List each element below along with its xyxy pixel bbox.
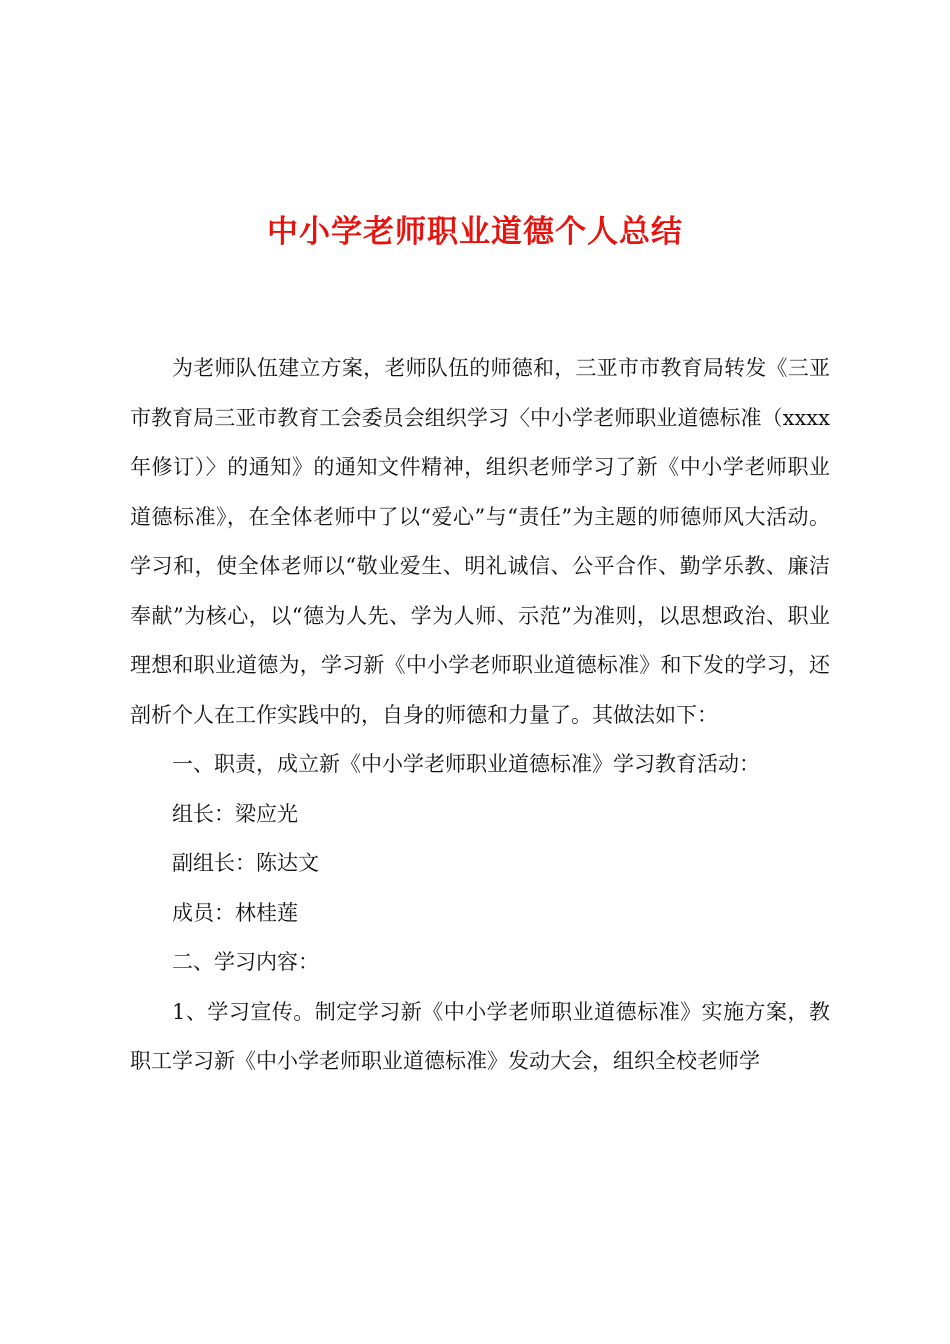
deputy-leader-line: 副组长：陈达文 [172, 851, 319, 875]
group-leader-line: 组长：梁应光 [172, 801, 298, 826]
section-heading-content: 二、学习内容： [172, 950, 319, 974]
member-line: 成员：林桂莲 [172, 900, 298, 925]
document-body [130, 344, 830, 1087]
document-title: 中小学老师职业道德个人总结 [267, 214, 683, 250]
intro-paragraph: 为老师队伍建立方案，老师队伍的师德和，三亚市市教育局转发《三亚市教育局三亚市教育工会委员会组织学习〈中小学老师职业道德标准（xxxx年修订）〉的通知》的通知文件精神，组织老师学习了新《中小学老师职业道德标准》，在全体老师中了以“爱心”与“责任”为主题的师德师风大活动。学习和，使全体老师以“敬业爱生、明礼诚信、公平合作、勤学乐教、廉洁奉献”为核心，以“德为人先、学为人师、示范”为准则，以思想政治、职业理想和职业道德为，学习新《中小学老师职业道德标准》和下发的学习，还剖析个人在工作实践中的，自身的师德和力量了。其做法如下： [130, 356, 830, 727]
section-heading-responsibility: 一、职责，成立新《中小学老师职业道德标准》学习教育活动： [172, 752, 760, 776]
study-publicity-paragraph: 1、学习宣传。制定学习新《中小学老师职业道德标准》实施方案，教职工学习新《中小学老师职业道德标准》发动大会，组织全校老师学 [130, 999, 830, 1073]
